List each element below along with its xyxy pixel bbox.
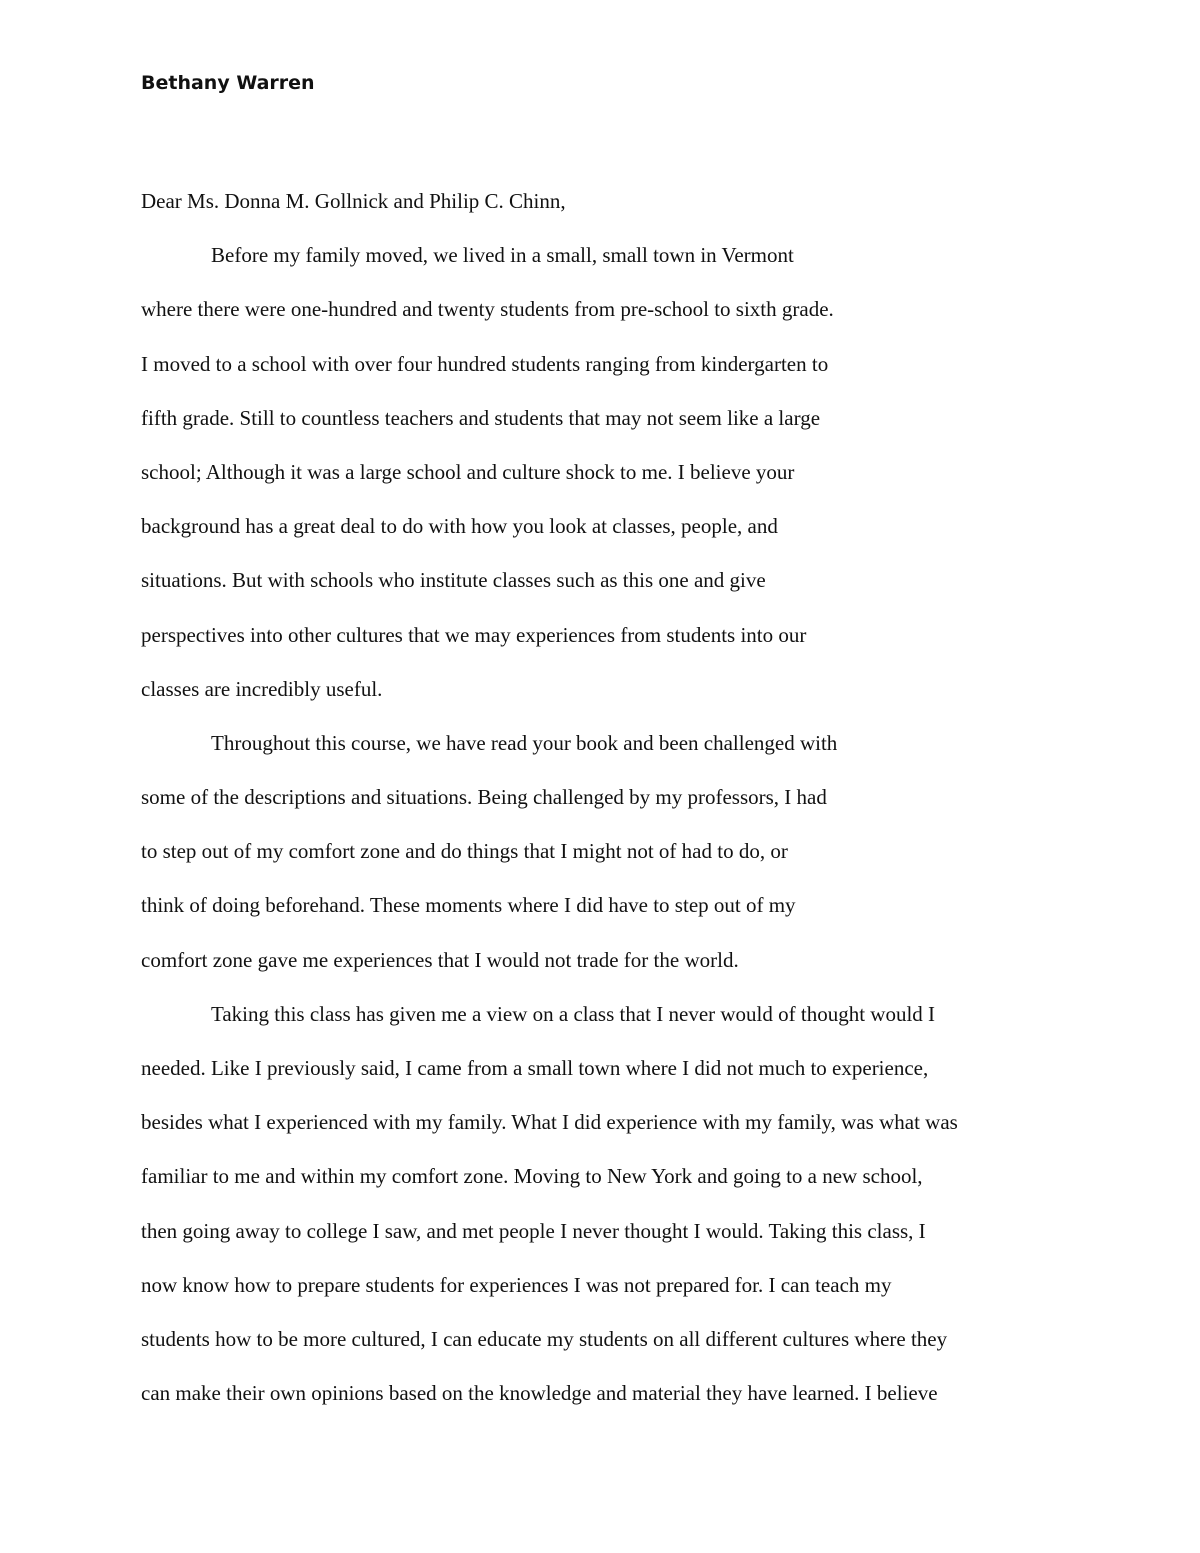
- text-line: then going away to college I saw, and met people I never thought I would. Taking this class, I: [141, 1218, 926, 1243]
- text-line: comfort zone gave me experiences that I would not trade for the world.: [141, 947, 739, 972]
- text-line: Before my family moved, we lived in a small, small town in Vermont: [211, 243, 794, 268]
- text-line: Throughout this course, we have read your book and been challenged with: [211, 730, 838, 755]
- text-line: besides what I experienced with my family. What I did experience with my family, was what was: [141, 1110, 958, 1135]
- text-line: perspectives into other cultures that we may experiences from students into our: [141, 622, 807, 647]
- text-line: where there were one-hundred and twenty students from pre-school to sixth grade.: [141, 297, 834, 322]
- text-line: think of doing beforehand. These moments where I did have to step out of my: [141, 893, 796, 918]
- text-line: can make their own opinions based on the knowledge and material they have learned. I believe: [141, 1381, 938, 1406]
- text-line: students how to be more cultured, I can educate my students on all different cultures where they: [141, 1326, 948, 1351]
- text-line: situations. But with schools who institute classes such as this one and give: [141, 568, 766, 593]
- letter-body: [141, 180, 1101, 1426]
- text-line: classes are incredibly useful.: [141, 676, 383, 701]
- text-line: fifth grade. Still to countless teachers and students that may not seem like a large: [141, 405, 821, 430]
- text-line: to step out of my comfort zone and do things that I might not of had to do, or: [141, 839, 788, 864]
- text-line: background has a great deal to do with how you look at classes, people, and: [141, 514, 778, 539]
- text-line: now know how to prepare students for experiences I was not prepared for. I can teach my: [141, 1272, 892, 1297]
- text-line: some of the descriptions and situations. Being challenged by my professors, I had: [141, 785, 827, 810]
- text-line: I moved to a school with over four hundred students ranging from kindergarten to: [141, 351, 829, 376]
- text-line: familiar to me and within my comfort zone. Moving to New York and going to a new school,: [141, 1164, 923, 1189]
- text-line: Taking this class has given me a view on a class that I never would of thought would I: [211, 1001, 936, 1026]
- text-line: school; Although it was a large school and culture shock to me. I believe your: [141, 459, 795, 484]
- text-line: needed. Like I previously said, I came from a small town where I did not much to experience,: [141, 1056, 929, 1080]
- author-name: Bethany Warren: [141, 72, 315, 94]
- salutation: Dear Ms. Donna M. Gollnick and Philip C. Chinn,: [141, 189, 566, 213]
